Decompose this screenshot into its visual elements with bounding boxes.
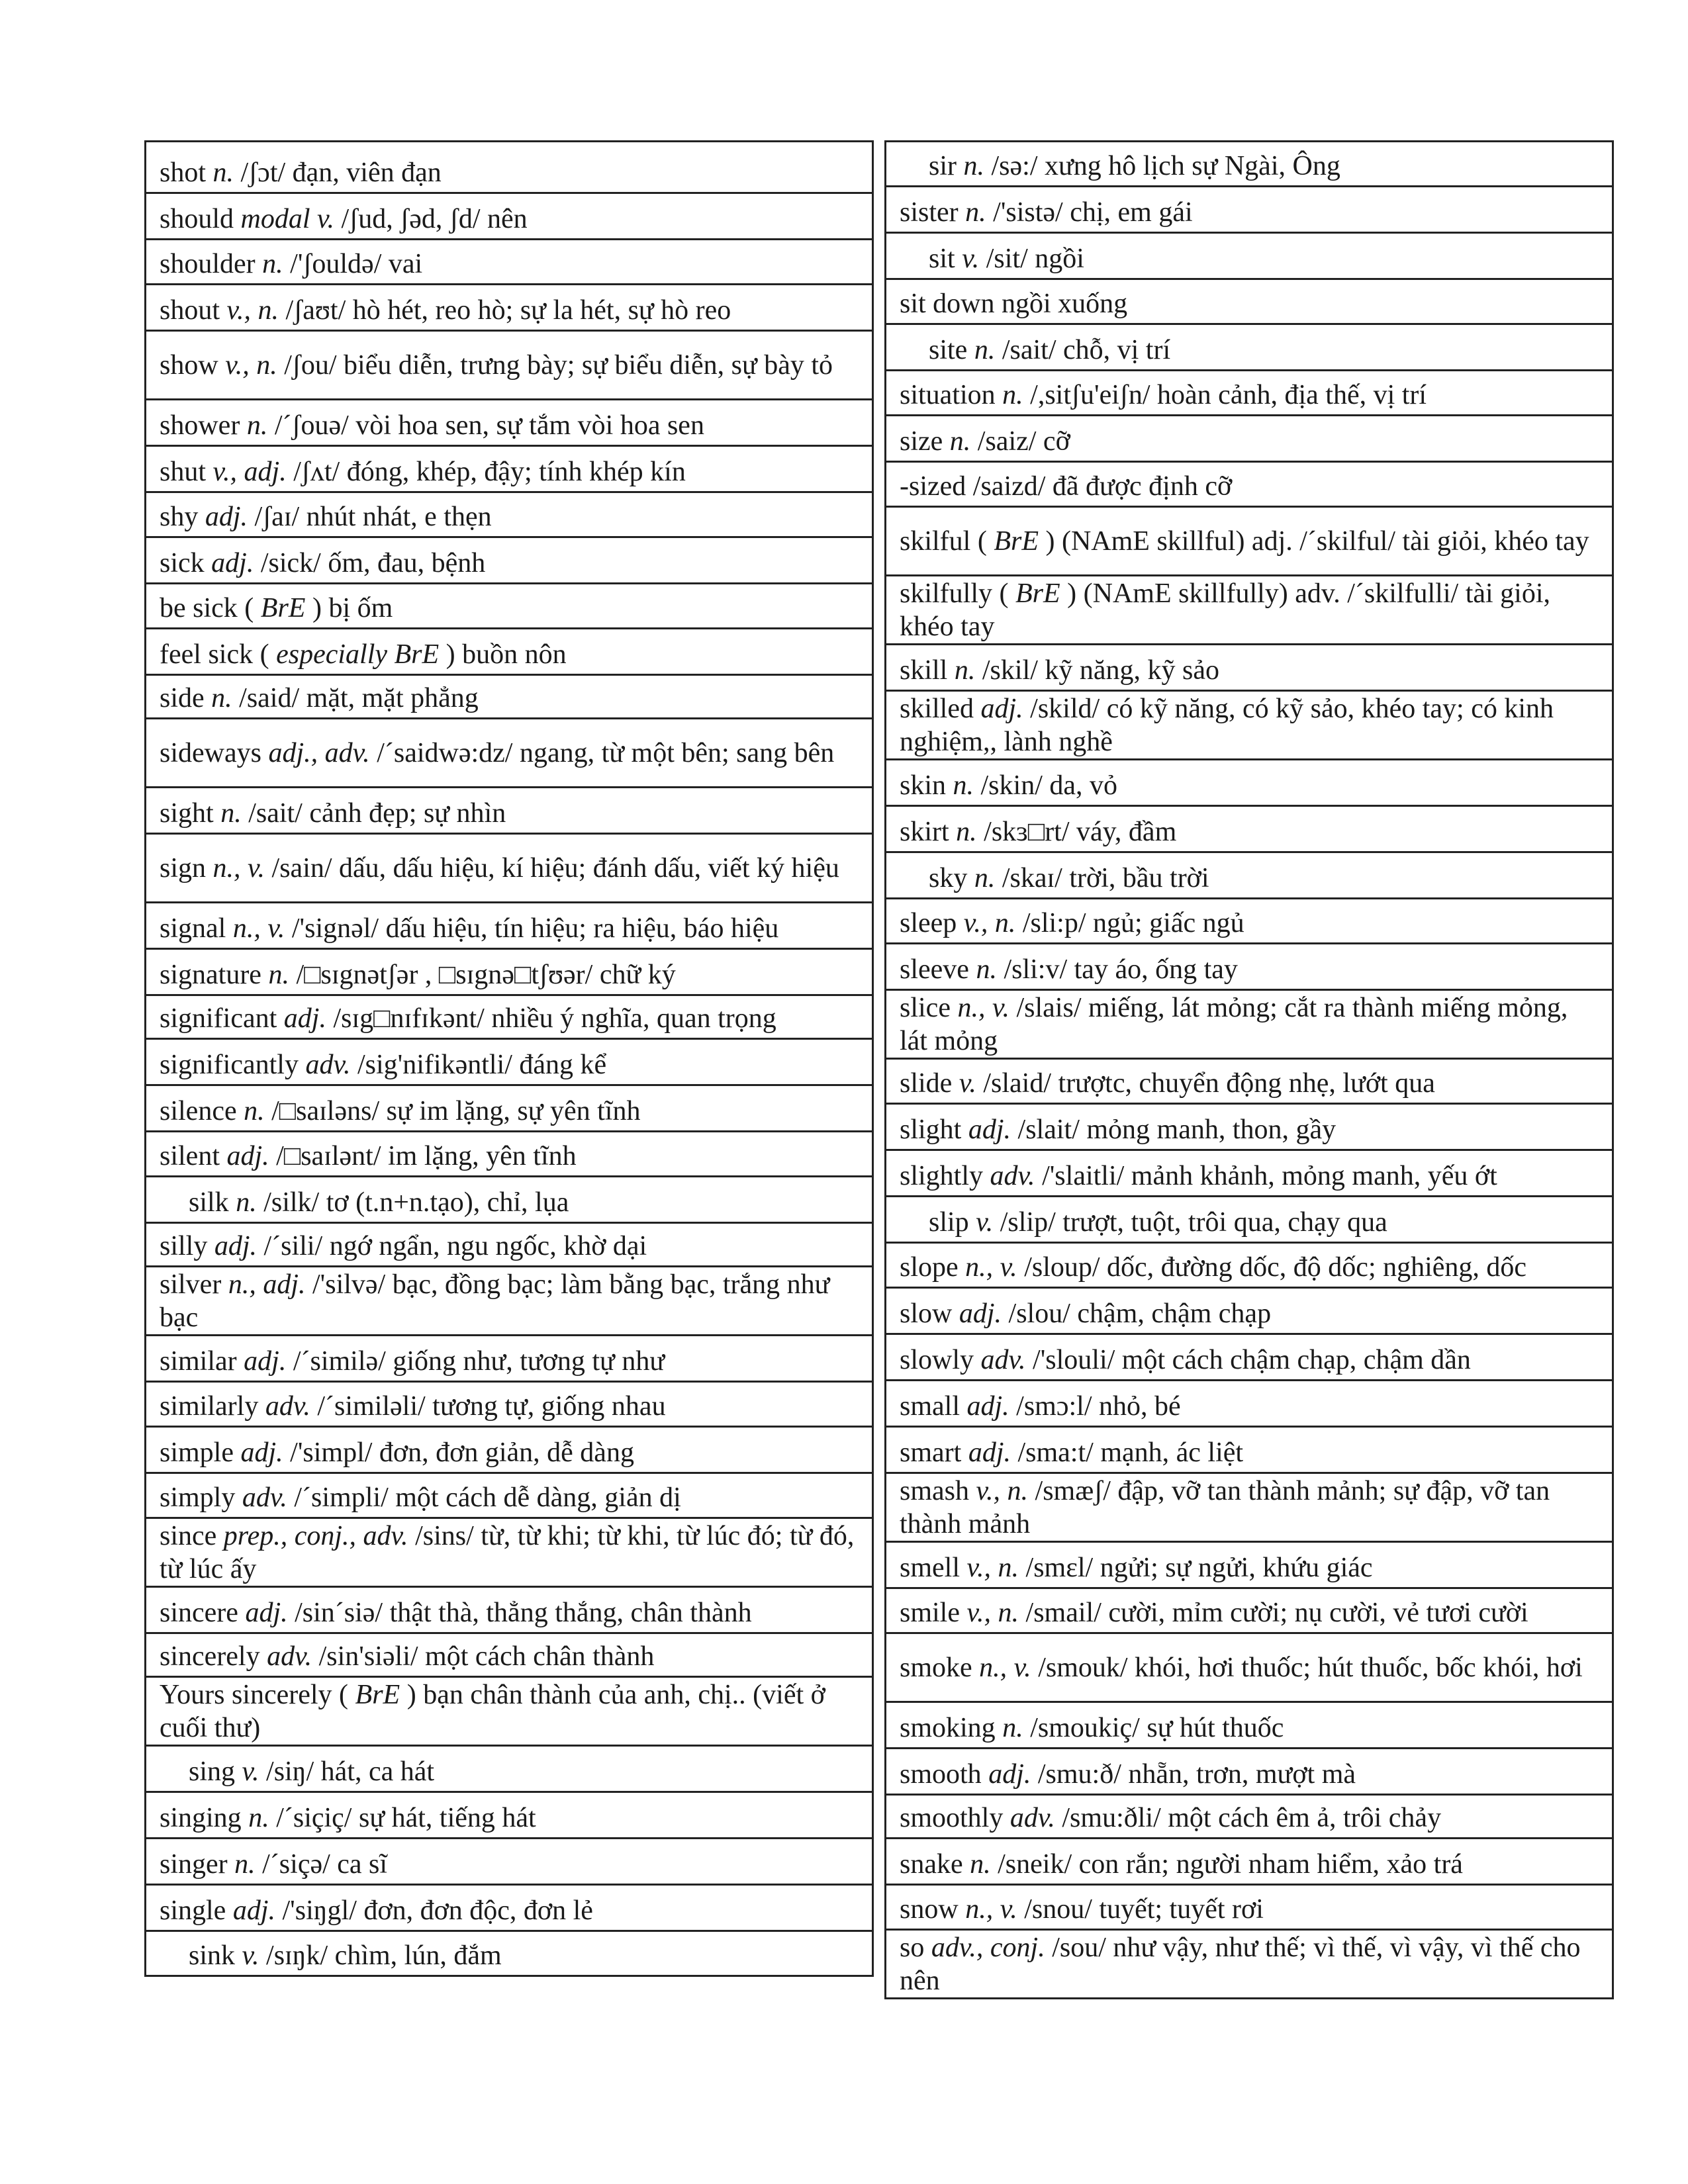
vocab-entry — [886, 325, 1612, 371]
vocab-entry — [886, 576, 1612, 645]
entry-word: sky — [929, 863, 968, 893]
entry-definition: /'ʃouldə/ vai — [290, 249, 423, 279]
entry-word: slight — [900, 1115, 962, 1145]
entry-word: be sick ( — [160, 593, 254, 623]
entry-definition: /snou/ tuyết; tuyết rơi — [1024, 1894, 1264, 1925]
entry-word: skin — [900, 770, 947, 801]
entry-part-of-speech: v., adj. — [212, 457, 287, 487]
vocab-entry — [146, 1383, 872, 1428]
vocab-entry — [886, 760, 1612, 807]
entry-definition: /skaɪ/ trời, bầu trời — [1002, 863, 1209, 893]
entry-definition: /□saɪlənt/ im lặng, yên tĩnh — [276, 1141, 577, 1171]
entry-definition: /slait/ mỏng manh, thon, gầy — [1017, 1115, 1336, 1145]
entry-word: sit down ngồi xuống — [900, 289, 1128, 319]
entry-word: silk — [189, 1187, 229, 1218]
entry-part-of-speech: n., v. — [979, 1652, 1031, 1683]
entry-definition: ) (NAmE skillfully) adv. /´skilfulli/ tài giỏi, khéo tay — [900, 578, 1551, 642]
entry-definition: /slip/ trượt, tuột, trôi qua, chạy qua — [1000, 1207, 1387, 1238]
entry-definition: /smæʃ/ đập, vỡ tan thành mảnh; sự đập, vỡ tan thành mảnh — [900, 1475, 1550, 1539]
vocab-entry — [146, 676, 872, 719]
entry-part-of-speech: v., n. — [963, 908, 1016, 938]
vocab-entry — [886, 187, 1612, 234]
entry-part-of-speech: v., n. — [966, 1553, 1019, 1583]
entry-definition: /□saɪləns/ sự im lặng, sự yên tĩnh — [271, 1096, 641, 1126]
entry-definition: /smu:ð/ nhẵn, trơn, mượt mà — [1037, 1759, 1356, 1790]
entry-part-of-speech: n. — [244, 1096, 265, 1126]
entry-part-of-speech: n. — [248, 1803, 269, 1833]
entry-word: sight — [160, 798, 214, 829]
entry-word: significantly — [160, 1050, 299, 1080]
entry-word: snow — [900, 1894, 959, 1925]
entry-part-of-speech: v. — [962, 244, 980, 274]
vocab-entry — [146, 996, 872, 1040]
entry-part-of-speech: n., v. — [965, 1894, 1017, 1925]
entry-word: skilled — [900, 693, 974, 724]
entry-definition: /´ʃouə/ vòi hoa sen, sự tắm vòi hoa sen — [274, 410, 704, 441]
entry-definition: /said/ mặt, mặt phẳng — [239, 683, 479, 713]
entry-word: smell — [900, 1553, 960, 1583]
entry-definition: /'signəl/ dấu hiệu, tín hiệu; ra hiệu, báo hiệu — [291, 913, 779, 944]
entry-word: singer — [160, 1849, 228, 1880]
vocab-entry — [146, 1336, 872, 1383]
entry-part-of-speech: adj. — [988, 1759, 1031, 1790]
entry-part-of-speech: n. — [234, 1849, 256, 1880]
entry-word: shout — [160, 295, 220, 326]
entry-part-of-speech: adj., adv. — [268, 737, 370, 768]
vocab-entry — [146, 493, 872, 538]
vocab-entry — [146, 400, 872, 447]
vocab-entry — [146, 1224, 872, 1267]
entry-word: smash — [900, 1475, 969, 1506]
entry-definition: ) (NAmE skillful) adj. /´skilful/ tài giỏi, khéo tay — [1045, 525, 1589, 557]
entry-word: similarly — [160, 1391, 259, 1422]
entry-part-of-speech: adj. — [968, 1115, 1011, 1145]
vocab-entry — [886, 1839, 1612, 1886]
vocab-entry — [886, 1197, 1612, 1244]
entry-part-of-speech: n. — [262, 249, 283, 279]
entry-definition: /sɪŋk/ chìm, lún, đắm — [266, 1940, 502, 1971]
entry-definition: /silk/ tơ (t.n+n.tạo), chỉ, lụa — [263, 1187, 569, 1218]
vocab-entry — [886, 234, 1612, 280]
entry-word: sleeve — [900, 954, 969, 985]
vocab-entry — [886, 991, 1612, 1060]
vocab-entry — [886, 1428, 1612, 1474]
entry-definition: /sə:/ xưng hô lịch sự Ngài, Ông — [991, 151, 1340, 181]
vocab-entry — [146, 332, 872, 400]
entry-definition: /´similəli/ tương tự, giống nhau — [317, 1391, 666, 1422]
vocab-entry — [146, 584, 872, 629]
entry-definition: /´simpli/ một cách dễ dàng, giản dị — [294, 1482, 681, 1513]
entry-word: snake — [900, 1849, 963, 1880]
vocab-entry — [146, 1267, 872, 1336]
vocab-entry — [886, 371, 1612, 416]
entry-definition: /siŋ/ hát, ca hát — [266, 1756, 435, 1787]
entry-part-of-speech: adj. — [966, 1391, 1009, 1422]
vocab-entry — [886, 1381, 1612, 1428]
entry-definition: /´siçə/ ca sĩ — [262, 1849, 388, 1880]
entry-word: slice — [900, 992, 951, 1023]
entry-definition: /sli:v/ tay áo, ống tay — [1004, 954, 1238, 985]
entry-word: site — [929, 335, 968, 365]
vocab-entry — [146, 1747, 872, 1793]
entry-word: smooth — [900, 1759, 982, 1790]
entry-part-of-speech: n. — [976, 954, 997, 985]
entry-part-of-speech: n. — [953, 770, 974, 801]
vocab-entry — [886, 1335, 1612, 1381]
entry-word: since — [160, 1520, 217, 1551]
entry-part-of-speech: especially BrE — [276, 639, 440, 670]
vocab-entry — [146, 1678, 872, 1747]
entry-part-of-speech: adv. — [265, 1391, 310, 1422]
vocab-entry — [146, 950, 872, 996]
entry-part-of-speech: n. — [949, 426, 971, 457]
entry-part-of-speech: adj. — [968, 1437, 1011, 1468]
vocab-entry — [886, 1703, 1612, 1749]
entry-word: silence — [160, 1096, 237, 1126]
entry-definition: /skil/ kỹ năng, kỹ sảo — [982, 655, 1220, 686]
entry-part-of-speech: adv. — [242, 1482, 287, 1513]
vocab-entry — [146, 1132, 872, 1177]
entry-definition: /'slouli/ một cách chậm chạp, chậm dần — [1033, 1345, 1471, 1375]
entry-word: sing — [189, 1756, 236, 1787]
entry-part-of-speech: adv. — [980, 1345, 1026, 1375]
entry-definition: /slou/ chậm, chậm chạp — [1008, 1298, 1272, 1329]
entry-definition: /'siŋgl/ đơn, đơn độc, đơn lẻ — [282, 1895, 593, 1926]
entry-part-of-speech: n. — [236, 1187, 257, 1218]
entry-word: shut — [160, 457, 207, 487]
entry-word: shot — [160, 158, 207, 188]
vocab-entry — [886, 1543, 1612, 1589]
entry-word: sign — [160, 852, 207, 884]
entry-part-of-speech: adj. — [240, 1437, 283, 1468]
entry-definition: /'simpl/ đơn, đơn giản, dễ dàng — [290, 1437, 634, 1468]
vocab-entry — [146, 903, 872, 950]
vocab-entry — [146, 1519, 872, 1588]
vocab-entry — [146, 719, 872, 788]
entry-word: Yours sincerely ( — [160, 1679, 349, 1710]
entry-definition: /sait/ chỗ, vị trí — [1002, 335, 1171, 365]
entry-word: silent — [160, 1141, 220, 1171]
entry-part-of-speech: n. — [246, 410, 268, 441]
vocab-entry — [886, 899, 1612, 944]
vocab-entry — [886, 1749, 1612, 1796]
vocab-entry — [146, 285, 872, 332]
vocab-entry — [886, 807, 1612, 853]
entry-definition: /sins/ từ, từ khi; từ khi, từ lúc đó; từ đó, từ lúc ấy — [160, 1520, 855, 1584]
entry-definition: /skɜ□rt/ váy, đầm — [984, 817, 1177, 847]
entry-part-of-speech: adj. — [232, 1895, 275, 1926]
vocab-entry — [886, 1244, 1612, 1289]
vocab-entry — [886, 1931, 1612, 1999]
entry-definition: /sloup/ dốc, đường dốc, độ dốc; nghiêng, dốc — [1024, 1252, 1527, 1283]
entry-definition: /'sistə/ chị, em gái — [993, 197, 1193, 228]
entry-part-of-speech: modal v. — [240, 204, 335, 234]
entry-word: skill — [900, 655, 948, 686]
entry-word: slowly — [900, 1345, 974, 1375]
entry-definition: /ʃʌt/ đóng, khép, đậy; tính khép kín — [293, 457, 686, 487]
entry-word: shower — [160, 410, 240, 441]
vocab-entry — [886, 1886, 1612, 1931]
entry-word: sit — [929, 244, 955, 274]
entry-definition: /´saidwə:dz/ ngang, từ một bên; sang bên — [377, 737, 835, 768]
entry-definition: /slaid/ trượtc, chuyển động nhẹ, lướt qua — [983, 1068, 1435, 1099]
entry-definition: /smɔ:l/ nhỏ, bé — [1016, 1391, 1181, 1422]
entry-definition: ) buồn nôn — [445, 639, 567, 670]
entry-part-of-speech: n. — [963, 151, 984, 181]
vocab-entry — [886, 1289, 1612, 1335]
entry-word: smile — [900, 1598, 960, 1628]
entry-word: slip — [929, 1207, 969, 1238]
entry-part-of-speech: BrE — [994, 525, 1039, 557]
entry-word: sincerely — [160, 1641, 260, 1672]
entry-definition: /ʃud, ʃəd, ʃd/ nên — [341, 204, 528, 234]
entry-part-of-speech: adv. — [267, 1641, 312, 1672]
entry-definition: /sig'nifikəntli/ đáng kể — [357, 1050, 607, 1080]
entry-definition: ) bạn chân thành của anh, chị.. (viết ở cuối thư) — [160, 1679, 825, 1743]
vocab-entry — [146, 629, 872, 676]
entry-word: size — [900, 426, 943, 457]
entry-word: skilful ( — [900, 525, 987, 557]
entry-part-of-speech: adv. — [990, 1161, 1035, 1191]
entry-part-of-speech: v., n. — [225, 349, 277, 381]
vocab-entry — [146, 447, 872, 493]
vocab-entry — [146, 538, 872, 584]
entry-word: significant — [160, 1003, 277, 1034]
entry-part-of-speech: n., v. — [965, 1252, 1017, 1283]
entry-word: -sized /saizd/ đã được định cỡ — [900, 471, 1233, 502]
vocab-entry — [146, 1839, 872, 1886]
vocab-entry — [886, 1474, 1612, 1543]
entry-part-of-speech: n. — [212, 158, 234, 188]
entry-definition: /slais/ miếng, lát mỏng; cắt ra thành miếng mỏng, lát mỏng — [900, 992, 1568, 1056]
entry-word: slope — [900, 1252, 959, 1283]
entry-definition: /´sili/ ngớ ngẩn, ngu ngốc, khờ dại — [263, 1231, 647, 1261]
entry-word: skirt — [900, 817, 949, 847]
entry-part-of-speech: adj. — [211, 548, 254, 578]
vocab-entry — [886, 853, 1612, 899]
vocabulary-column-left — [144, 140, 874, 1977]
entry-word: silver — [160, 1269, 222, 1300]
vocab-entry — [886, 692, 1612, 760]
vocabulary-column-right — [884, 140, 1614, 1999]
entry-word: small — [900, 1391, 960, 1422]
entry-part-of-speech: v., n. — [226, 295, 279, 326]
entry-part-of-speech: n. — [974, 335, 996, 365]
entry-word: sick — [160, 548, 205, 578]
entry-part-of-speech: BrE — [355, 1679, 400, 1710]
entry-part-of-speech: n. — [220, 798, 242, 829]
vocab-entry — [146, 1793, 872, 1839]
entry-part-of-speech: adv. — [1009, 1803, 1055, 1833]
entry-part-of-speech: v., n. — [966, 1598, 1019, 1628]
entry-word: sink — [189, 1940, 236, 1971]
vocab-entry — [146, 1428, 872, 1474]
entry-definition: /skin/ da, vỏ — [980, 770, 1118, 801]
vocab-entry — [886, 1060, 1612, 1105]
entry-word: slow — [900, 1298, 953, 1329]
entry-word: situation — [900, 380, 996, 410]
entry-word: smoking — [900, 1713, 996, 1743]
entry-definition: /sin´siə/ thật thà, thẳng thắng, chân thành — [295, 1598, 752, 1628]
vocab-entry — [886, 1151, 1612, 1197]
entry-word: shy — [160, 502, 199, 532]
entry-part-of-speech: adj. — [283, 1003, 326, 1034]
vocab-entry — [146, 1932, 872, 1977]
entry-part-of-speech: n. — [268, 960, 289, 990]
entry-definition: /smail/ cười, mỉm cười; nụ cười, vẻ tươi cười — [1025, 1598, 1528, 1628]
vocab-entry — [146, 1086, 872, 1132]
entry-definition: /'slaitli/ mảnh khảnh, mỏng manh, yếu ớt — [1042, 1161, 1497, 1191]
entry-word: sincere — [160, 1598, 238, 1628]
entry-definition: /ʃɔt/ đạn, viên đạn — [240, 158, 442, 188]
entry-word: skilfully ( — [900, 578, 1009, 609]
entry-definition: /sick/ ốm, đau, bệnh — [260, 548, 486, 578]
entry-word: silly — [160, 1231, 208, 1261]
entry-part-of-speech: n. — [1002, 380, 1023, 410]
vocab-entry — [886, 416, 1612, 463]
vocab-entry — [146, 1886, 872, 1932]
entry-definition: /ʃou/ biểu diễn, trưng bày; sự biểu diễn, sự bày tỏ — [284, 349, 833, 381]
entry-definition: /smɛl/ ngửi; sự ngửi, khứu giác — [1025, 1553, 1373, 1583]
vocab-entry — [146, 1040, 872, 1086]
entry-part-of-speech: v. — [959, 1068, 976, 1099]
entry-definition: /´similə/ giống như, tương tự như — [293, 1346, 665, 1377]
entry-word: sister — [900, 197, 959, 228]
entry-part-of-speech: n. — [1002, 1713, 1023, 1743]
entry-part-of-speech: adj. — [226, 1141, 269, 1171]
entry-definition: /sin'siəli/ một cách chân thành — [318, 1641, 655, 1672]
entry-part-of-speech: adj. — [244, 1346, 287, 1377]
entry-definition: ) bị ốm — [312, 593, 393, 623]
vocab-entry — [886, 1634, 1612, 1703]
entry-part-of-speech: n. — [211, 683, 232, 713]
entry-part-of-speech: v. — [242, 1940, 259, 1971]
vocab-entry — [886, 944, 1612, 991]
entry-definition: /sli:p/ ngủ; giấc ngủ — [1022, 908, 1244, 938]
entry-definition: /sit/ ngồi — [986, 244, 1084, 274]
entry-part-of-speech: n., v. — [957, 992, 1009, 1023]
vocab-entry — [146, 1177, 872, 1224]
entry-part-of-speech: BrE — [1015, 578, 1060, 609]
entry-word: so — [900, 1932, 925, 1963]
entry-word: smart — [900, 1437, 962, 1468]
entry-word: slightly — [900, 1161, 984, 1191]
entry-definition: /ʃaʊt/ hò hét, reo hò; sự la hét, sự hò reo — [285, 295, 731, 326]
entry-definition: /smu:ðli/ một cách êm ả, trôi chảy — [1062, 1803, 1442, 1833]
vocab-entry — [146, 1474, 872, 1519]
entry-part-of-speech: adj. — [205, 502, 248, 532]
entry-word: slide — [900, 1068, 953, 1099]
entry-part-of-speech: n. — [970, 1849, 991, 1880]
entry-word: signature — [160, 960, 261, 990]
entry-definition: /sait/ cảnh đẹp; sự nhìn — [248, 798, 506, 829]
entry-part-of-speech: n. — [954, 655, 976, 686]
entry-definition: /sɪg□nɪfɪkənt/ nhiều ý nghĩa, quan trọng — [333, 1003, 776, 1034]
entry-word: similar — [160, 1346, 237, 1377]
entry-definition: /,sitʃu'eiʃn/ hoàn cảnh, địa thế, vị trí — [1030, 380, 1427, 410]
entry-part-of-speech: adv. — [305, 1050, 351, 1080]
entry-part-of-speech: n. — [965, 197, 986, 228]
entry-part-of-speech: v. — [976, 1207, 994, 1238]
entry-word: smoke — [900, 1652, 972, 1683]
entry-word: sideways — [160, 737, 261, 768]
entry-part-of-speech: v., n. — [976, 1475, 1029, 1506]
entry-definition: /ʃaɪ/ nhút nhát, e thẹn — [254, 502, 492, 532]
entry-definition: /'silvə/ bạc, đồng bạc; làm bằng bạc, trắng như bạc — [160, 1269, 830, 1333]
entry-definition: /saiz/ cỡ — [977, 426, 1070, 457]
entry-word: single — [160, 1895, 226, 1926]
vocab-entry — [146, 142, 872, 194]
entry-word: sir — [929, 151, 957, 181]
entry-part-of-speech: v. — [242, 1756, 259, 1787]
entry-word: should — [160, 204, 234, 234]
entry-definition: /smouk/ khói, hơi thuốc; hút thuốc, bốc khói, hơi — [1038, 1652, 1583, 1683]
vocab-entry — [886, 1796, 1612, 1839]
entry-word: singing — [160, 1803, 242, 1833]
entry-part-of-speech: BrE — [260, 593, 306, 623]
vocab-entry — [146, 1634, 872, 1678]
entry-part-of-speech: adj. — [959, 1298, 1002, 1329]
entry-word: side — [160, 683, 205, 713]
entry-word: smoothly — [900, 1803, 1004, 1833]
vocab-entry — [886, 1105, 1612, 1151]
entry-word: feel sick ( — [160, 639, 269, 670]
vocab-entry — [146, 835, 872, 903]
vocab-entry — [886, 142, 1612, 187]
vocab-entry — [886, 508, 1612, 576]
vocab-entry — [886, 645, 1612, 692]
entry-word: sleep — [900, 908, 957, 938]
entry-part-of-speech: n., v. — [232, 913, 285, 944]
entry-part-of-speech: prep., conj., adv. — [223, 1520, 408, 1551]
entry-part-of-speech: n. — [956, 817, 977, 847]
vocab-entry — [886, 1589, 1612, 1634]
entry-part-of-speech: n., adj. — [228, 1269, 306, 1300]
entry-word: shoulder — [160, 249, 256, 279]
entry-definition: /sou/ như vậy, như thế; vì thế, vì vậy, vì thế cho nên — [900, 1932, 1581, 1996]
entry-definition: /sma:t/ mạnh, ác liệt — [1017, 1437, 1244, 1468]
entry-word: simple — [160, 1437, 234, 1468]
entry-part-of-speech: adj. — [980, 693, 1023, 724]
entry-word: signal — [160, 913, 226, 944]
entry-definition: /skild/ có kỹ năng, có kỹ sảo, khéo tay; có kinh nghiệm,, lành nghề — [900, 693, 1554, 757]
entry-definition: /´siçiç/ sự hát, tiếng hát — [276, 1803, 536, 1833]
entry-definition: /smoukiç/ sự hút thuốc — [1030, 1713, 1284, 1743]
entry-definition: /sneik/ con rắn; người nham hiểm, xảo trá — [998, 1849, 1463, 1880]
vocab-entry — [146, 194, 872, 240]
vocab-entry — [146, 1588, 872, 1634]
entry-word: simply — [160, 1482, 236, 1513]
entry-part-of-speech: n. — [974, 863, 996, 893]
vocab-entry — [886, 280, 1612, 325]
entry-definition: /□sɪgnətʃər , □sɪgnə□tʃʊər/ chữ ký — [296, 960, 676, 990]
entry-word: show — [160, 349, 218, 381]
entry-part-of-speech: adj. — [214, 1231, 258, 1261]
entry-definition: /sain/ dấu, dấu hiệu, kí hiệu; đánh dấu, viết ký hiệu — [271, 852, 839, 884]
entry-part-of-speech: adj. — [245, 1598, 288, 1628]
vocab-entry — [886, 463, 1612, 508]
vocab-entry — [146, 788, 872, 835]
vocab-entry — [146, 240, 872, 285]
entry-part-of-speech: n., v. — [212, 852, 265, 884]
entry-part-of-speech: adv., conj. — [931, 1932, 1045, 1963]
